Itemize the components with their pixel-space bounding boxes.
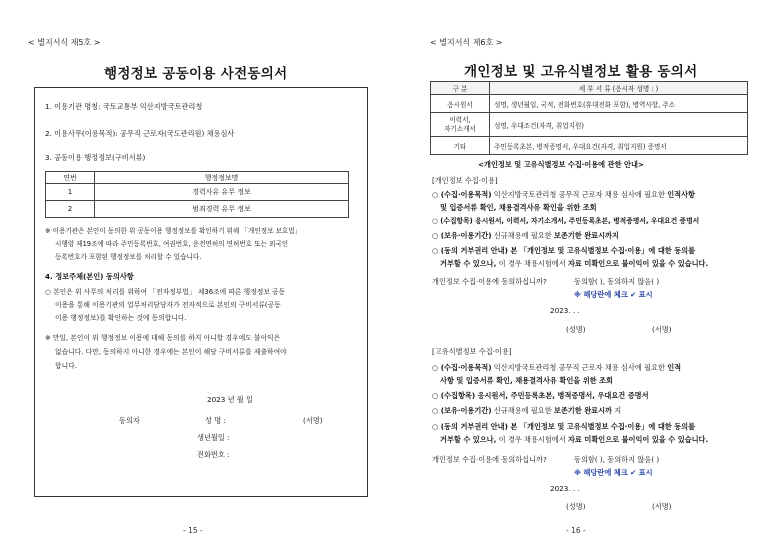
note-1: ※ 이용기관은 본인이 동의한 위 공동이용 행정정보를 확인하기 위해 「개인정보 보호법」 [45, 227, 302, 235]
table-header: 연번 [46, 172, 95, 184]
date-line: 2023 년 월 일 [207, 395, 253, 404]
sec2-items: ○ (수집항목) 응시원서, 주민등록초본, 병적증명서, 우대요건 증명서 [432, 391, 649, 400]
name-field[interactable]: (성명) [566, 325, 586, 334]
page-number: - 15 - [183, 526, 203, 535]
note-2: 없습니다. 다만, 동의하지 아니한 경우에는 본인이 해당 구비서류를 제출하여야 [55, 348, 287, 356]
sec1-period: ○ (보유‧이용기간) 신규채용에 필요한 보존기한 완료시까지 [432, 231, 619, 240]
table-header: 행정정보명 [95, 172, 349, 184]
phone-label: 전화번호 : [197, 450, 230, 459]
consent-options[interactable]: 동의함( ), 동의하지 않음( ) [574, 277, 660, 286]
signature-field[interactable]: (서명) [303, 416, 323, 425]
consent-text: 이용 행정정보)를 확인하는 것에 동의합니다. [55, 314, 187, 322]
signature-field[interactable]: (서명) [652, 325, 672, 334]
item-3: 3. 공동이용 행정정보(구비서류) [45, 153, 146, 162]
form-number: < 별지서식 제5호 > [28, 38, 101, 47]
note-1: 등록번호가 포함된 행정정보를 처리할 수 있습니다. [55, 253, 202, 261]
sec1-items: ○ (수집항목) 응시원서, 이력서, 자기소개서, 주민등록초본, 병적증명서, 우대요건 증명서 [432, 217, 700, 225]
table-cell: 이력서, 자기소개서 [431, 113, 490, 137]
check-note: ※ 해당란에 체크 ✔ 표시 [574, 468, 653, 477]
sec1-refusal: 거부할 수 있으나, 이 경우 채용시험에서 자료 미확인으로 불이익이 있을 수 있습니다. [440, 259, 709, 268]
section-heading: [개인정보 수집‧이용] [432, 176, 498, 185]
consent-question: 개인정보 수집‧이용에 동의하십니까? [432, 455, 547, 464]
documents-table [430, 81, 748, 155]
item-4: 4. 정보주체(본인) 동의사항 [45, 272, 134, 281]
guide-heading: <개인정보 및 고유식별정보 수집‧이용에 관한 안내> [478, 160, 644, 169]
table-cell: 범죄경력 유무 정보 [95, 201, 349, 218]
info-table [45, 171, 349, 218]
sec2-period: ○ (보유‧이용기간) 신규채용에 필요한 보존기한 완료시까 지 [432, 406, 622, 415]
check-note: ※ 해당란에 체크 ✔ 표시 [574, 290, 653, 299]
table-header: 구 분 [431, 82, 490, 95]
table-header: 세 부 서 류 (응시자 성명 : ) [490, 82, 748, 95]
page-number: - 16 - [566, 526, 586, 535]
date-line: 2023. . . [550, 306, 580, 315]
sec2-purpose: ○ (수집‧이용목적) 익산지방국토관리청 공무직 근로자 채용 심사에 필요한 인적 [432, 363, 682, 372]
table-cell: 경력사유 유무 정보 [95, 184, 349, 201]
birth-label: 생년월일 : [197, 433, 230, 442]
left-page [0, 0, 386, 547]
consent-options[interactable]: 동의함( ), 동의하지 않음( ) [574, 455, 660, 464]
sec2-purpose: 사항 및 입증서류 확인, 채용결격사유 확인을 위한 조회 [440, 376, 613, 385]
item-2: 2. 이용사무(이용목적): 공무직 근로자(국도관리원) 채용심사 [45, 129, 235, 138]
sec1-purpose: ○ (수집‧이용목적) 익산지방국토관리청 공무직 근로자 채용 심사에 필요한 인적사항 [432, 190, 695, 199]
sec1-refusal: ○ (동의 거부권리 안내) 본 「개인정보 및 고유식별정보 수집‧이용」에 대한 동의를 [432, 246, 696, 255]
form-number: < 별지서식 제6호 > [430, 38, 503, 47]
page-title: 행정정보 공동이용 사전동의서 [104, 66, 288, 82]
note-2: ※ 만일, 본인이 위 행정정보 이용에 대해 동의를 하지 아니할 경우에도 불이익은 [45, 334, 281, 342]
consent-form-box [34, 87, 368, 497]
consent-text: 이용을 통해 이용기관의 업무처리담당자가 전자적으로 본인의 구비서류(공동 [55, 301, 281, 309]
page-title: 개인정보 및 고유식별정보 활용 동의서 [464, 64, 698, 80]
section-heading: [고유식별정보 수집‧이용] [432, 347, 512, 356]
sec2-refusal: ○ (동의 거부권리 안내) 본 「개인정보 및 고유식별정보 수집‧이용」에 대한 동의를 [432, 422, 696, 431]
signature-field[interactable]: (서명) [652, 502, 672, 511]
date-line: 2023. . . [550, 484, 580, 493]
table-cell: 응시원서 [431, 95, 490, 113]
name-field[interactable]: (성명) [566, 502, 586, 511]
consenter-label: 동의자 [119, 416, 140, 425]
sec1-purpose: 및 입증서류 확인, 채용결격사유 확인을 위한 조회 [440, 203, 597, 212]
consent-text: ○ 본인은 위 사무의 처리를 위하여 「전자정부법」 제36조에 따른 행정정보 공동 [45, 288, 286, 296]
right-page [386, 0, 773, 547]
consent-question: 개인정보 수집‧이용에 동의하십니까? [432, 277, 547, 286]
table-cell: 주민등록초본, 병적증명서, 우대요건(자격, 취업지원) 증명서 [490, 137, 748, 155]
table-cell: 2 [46, 201, 95, 218]
note-2: 합니다. [55, 362, 77, 370]
table-cell: 성명, 생년월일, 국적, 전화번호(휴대전화 포함), 병역사항, 주소 [490, 95, 748, 113]
sec2-refusal: 거부할 수 있으나, 이 경우 채용시험에서 자료 미확인으로 불이익이 있을 수 있습니다. [440, 435, 709, 444]
name-label: 성 명 : [205, 416, 226, 425]
item-1: 1. 이용기관 명칭: 국토교통부 익산지방국토관리청 [45, 102, 203, 111]
table-cell: 기타 [431, 137, 490, 155]
table-cell: 1 [46, 184, 95, 201]
table-cell: 성명, 우대조건(자격, 취업지원) [490, 113, 748, 137]
note-1: 시행령 제19조에 따라 주민등록번호, 여권번호, 운전면허의 면허번호 또는 외국인 [55, 240, 289, 248]
